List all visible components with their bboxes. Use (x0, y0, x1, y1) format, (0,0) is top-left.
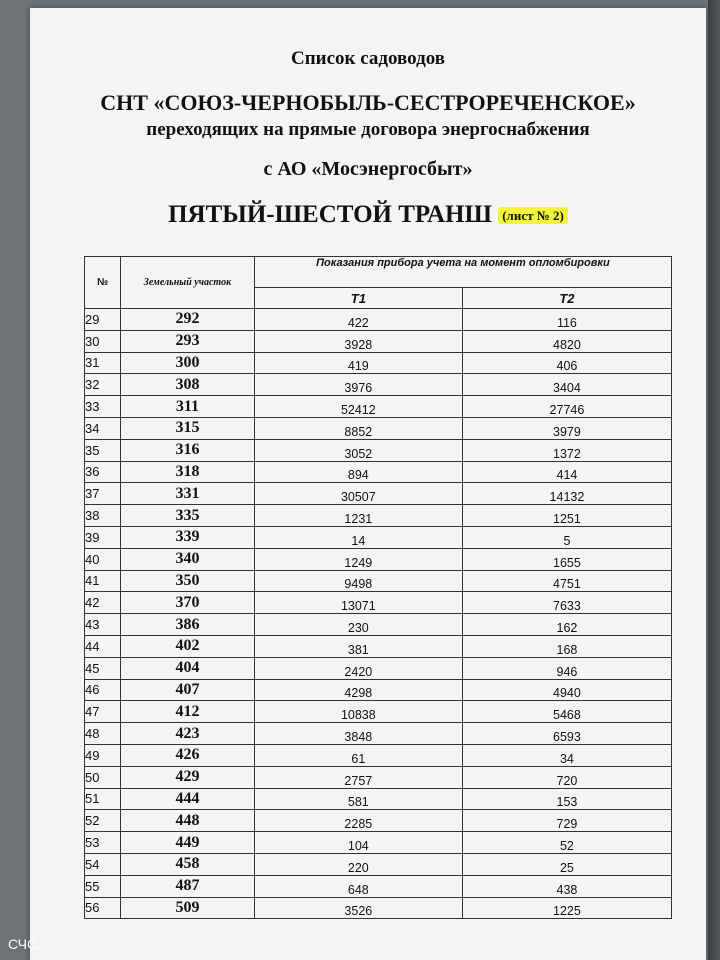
reading-t2: 1225 (462, 897, 671, 919)
reading-t2: 729 (462, 810, 671, 832)
reading-t2: 1372 (462, 439, 671, 461)
row-number: 30 (85, 330, 121, 352)
row-number: 43 (85, 614, 121, 636)
reading-t2: 168 (462, 635, 671, 657)
table-row (85, 309, 672, 331)
energy-company: с АО «Мосэнергосбыт» (263, 158, 473, 180)
row-number: 40 (85, 548, 121, 570)
reading-t2: 1655 (462, 548, 671, 570)
table-row (85, 526, 672, 548)
row-number: 45 (85, 657, 121, 679)
plot-number: 423 (121, 723, 255, 745)
plot-number: 308 (121, 374, 255, 396)
reading-t1: 894 (254, 461, 462, 483)
row-number: 41 (85, 570, 121, 592)
row-number: 42 (85, 592, 121, 614)
reading-t2: 5468 (462, 701, 671, 723)
plot-number: 449 (121, 832, 255, 854)
reading-t1: 581 (254, 788, 462, 810)
table-row (85, 614, 672, 636)
reading-t1: 9498 (254, 570, 462, 592)
reading-t1: 230 (254, 614, 462, 636)
plot-number: 318 (121, 461, 255, 483)
row-number: 36 (85, 461, 121, 483)
organization-name: СНТ «СОЮЗ-ЧЕРНОБЫЛЬ-СЕСТРОРЕЧЕНСКОЕ» (100, 90, 636, 115)
plot-number: 448 (121, 810, 255, 832)
row-number: 46 (85, 679, 121, 701)
reading-t1: 8852 (254, 417, 462, 439)
row-number: 56 (85, 897, 121, 919)
reading-t2: 4751 (462, 570, 671, 592)
reading-t2: 14132 (462, 483, 671, 505)
tranche-heading (30, 201, 706, 229)
reading-t1: 2420 (254, 657, 462, 679)
table-row (85, 744, 672, 766)
table-row (85, 352, 672, 374)
row-number: 54 (85, 853, 121, 875)
reading-t1: 419 (254, 352, 462, 374)
table-row (85, 853, 672, 875)
row-number: 31 (85, 352, 121, 374)
table-row (85, 570, 672, 592)
reading-t1: 3052 (254, 439, 462, 461)
reading-t1: 1249 (254, 548, 462, 570)
plot-number: 292 (121, 309, 255, 331)
reading-t2: 7633 (462, 592, 671, 614)
reading-t1: 3526 (254, 897, 462, 919)
plot-number: 316 (121, 439, 255, 461)
reading-t1: 381 (254, 635, 462, 657)
plot-number: 404 (121, 657, 255, 679)
row-number: 52 (85, 810, 121, 832)
reading-t2: 946 (462, 657, 671, 679)
row-number: 32 (85, 374, 121, 396)
watermark: СЧС (8, 936, 38, 952)
reading-t2: 4940 (462, 679, 671, 701)
reading-t2: 1251 (462, 505, 671, 527)
table-row (85, 330, 672, 352)
table-row (85, 723, 672, 745)
row-number: 53 (85, 832, 121, 854)
row-number: 34 (85, 417, 121, 439)
row-number: 49 (85, 744, 121, 766)
reading-t2: 3404 (462, 374, 671, 396)
plot-number: 340 (121, 548, 255, 570)
plot-number: 315 (121, 417, 255, 439)
table-row (85, 635, 672, 657)
table-row (85, 548, 672, 570)
plot-number: 487 (121, 875, 255, 897)
reading-t2: 162 (462, 614, 671, 636)
table-row (85, 483, 672, 505)
reading-t1: 3976 (254, 374, 462, 396)
plot-number: 386 (121, 614, 255, 636)
document-sheet (30, 8, 706, 960)
table-row (85, 701, 672, 723)
table-row (85, 875, 672, 897)
readings-table (84, 256, 672, 919)
reading-t2: 6593 (462, 723, 671, 745)
table-row (85, 657, 672, 679)
reading-t1: 2757 (254, 766, 462, 788)
table-row (85, 439, 672, 461)
table-row (85, 505, 672, 527)
reading-t1: 13071 (254, 592, 462, 614)
reading-t2: 438 (462, 875, 671, 897)
row-number: 35 (85, 439, 121, 461)
reading-t1: 3848 (254, 723, 462, 745)
tranche-title: ПЯТЫЙ-ШЕСТОЙ ТРАНШ (168, 201, 492, 228)
reading-t1: 4298 (254, 679, 462, 701)
table-row (85, 592, 672, 614)
plot-number: 429 (121, 766, 255, 788)
reading-t1: 52412 (254, 396, 462, 418)
table-row (85, 396, 672, 418)
reading-t1: 648 (254, 875, 462, 897)
row-number: 44 (85, 635, 121, 657)
table-row (85, 766, 672, 788)
reading-t1: 220 (254, 853, 462, 875)
row-number: 37 (85, 483, 121, 505)
reading-t2: 52 (462, 832, 671, 854)
header-number: № (85, 257, 121, 309)
reading-t2: 5 (462, 526, 671, 548)
header-t2: Т2 (462, 288, 671, 309)
table-row (85, 374, 672, 396)
table-row (85, 832, 672, 854)
plot-number: 407 (121, 679, 255, 701)
table-row (85, 788, 672, 810)
reading-t1: 14 (254, 526, 462, 548)
background-edge (708, 0, 720, 960)
row-number: 29 (85, 309, 121, 331)
reading-t2: 414 (462, 461, 671, 483)
plot-number: 444 (121, 788, 255, 810)
row-number: 55 (85, 875, 121, 897)
plot-number: 458 (121, 853, 255, 875)
reading-t2: 406 (462, 352, 671, 374)
reading-t1: 1231 (254, 505, 462, 527)
reading-t2: 720 (462, 766, 671, 788)
header-t1: Т1 (254, 288, 462, 309)
row-number: 33 (85, 396, 121, 418)
document-title: Список садоводов (290, 48, 446, 69)
document-subtitle: переходящих на прямые договора энергоснабжения (146, 119, 590, 140)
reading-t2: 34 (462, 744, 671, 766)
table-row (85, 679, 672, 701)
sheet-number-highlight: (лист № 2) (498, 207, 568, 224)
reading-t1: 10838 (254, 701, 462, 723)
plot-number: 412 (121, 701, 255, 723)
reading-t2: 4820 (462, 330, 671, 352)
plot-number: 331 (121, 483, 255, 505)
plot-number: 300 (121, 352, 255, 374)
plot-number: 339 (121, 526, 255, 548)
row-number: 51 (85, 788, 121, 810)
reading-t2: 27746 (462, 396, 671, 418)
reading-t2: 3979 (462, 417, 671, 439)
reading-t1: 30507 (254, 483, 462, 505)
reading-t1: 3928 (254, 330, 462, 352)
row-number: 50 (85, 766, 121, 788)
row-number: 48 (85, 723, 121, 745)
plot-number: 311 (121, 396, 255, 418)
row-number: 38 (85, 505, 121, 527)
reading-t2: 153 (462, 788, 671, 810)
reading-t1: 104 (254, 832, 462, 854)
plot-number: 370 (121, 592, 255, 614)
table-row (85, 810, 672, 832)
plot-number: 426 (121, 744, 255, 766)
row-number: 47 (85, 701, 121, 723)
header-plot: Земельный участок (121, 257, 255, 309)
reading-t2: 25 (462, 853, 671, 875)
row-number: 39 (85, 526, 121, 548)
plot-number: 335 (121, 505, 255, 527)
header-readings: Показания прибора учета на момент опломбировки (254, 257, 671, 288)
plot-number: 293 (121, 330, 255, 352)
plot-number: 350 (121, 570, 255, 592)
reading-t1: 2285 (254, 810, 462, 832)
table-row (85, 461, 672, 483)
reading-t1: 422 (254, 309, 462, 331)
table-row (85, 897, 672, 919)
table-row (85, 417, 672, 439)
plot-number: 402 (121, 635, 255, 657)
plot-number: 509 (121, 897, 255, 919)
reading-t2: 116 (462, 309, 671, 331)
reading-t1: 61 (254, 744, 462, 766)
